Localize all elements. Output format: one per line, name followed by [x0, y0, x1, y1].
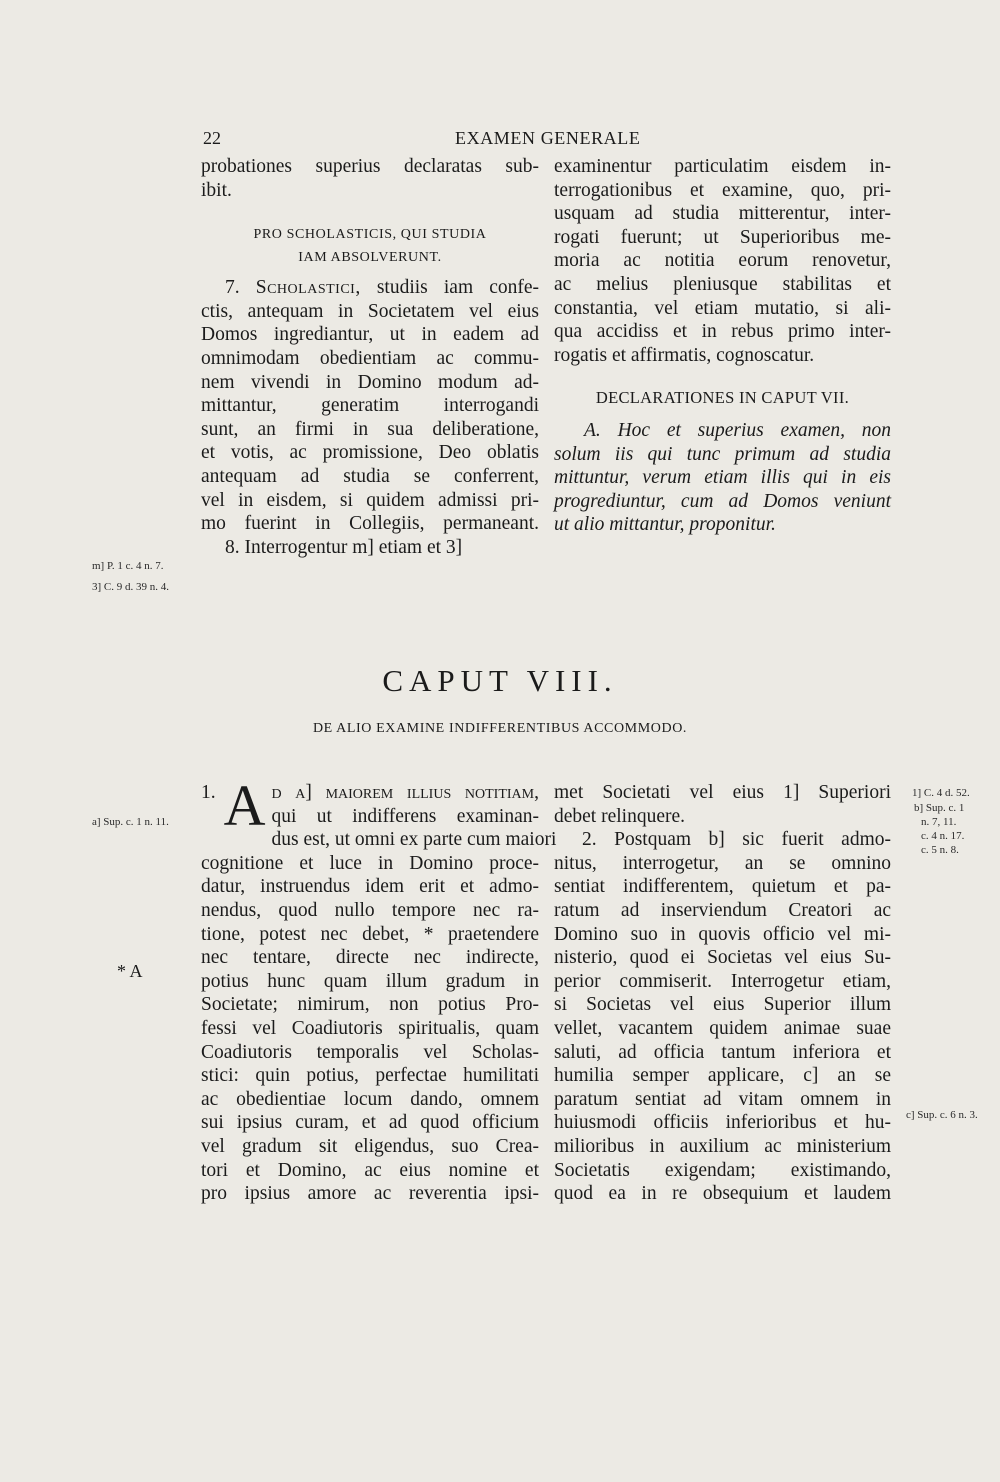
- drop-cap: A: [223, 773, 266, 838]
- text-line: omnimodam obedientiam ac commu-: [201, 347, 539, 369]
- declarationes-heading: DECLARATIONES IN CAPUT VII.: [595, 388, 850, 408]
- para-7-first-line: [201, 276, 539, 300]
- para-1-opening: [201, 773, 539, 838]
- text-line: d a] maiorem illius notitiam,: [271, 782, 539, 803]
- running-title: EXAMEN GENERALE: [455, 128, 641, 148]
- para-8-line: 8. Interrogentur m] etiam et 3]: [225, 536, 463, 558]
- text-line: quod ea in re obsequium et laudem: [554, 1183, 891, 1205]
- text-line: nitus, interrogetur, an se omnino: [554, 852, 891, 874]
- text-line: met Societati vel eius 1] Superiori: [554, 782, 891, 803]
- text-line: ctis, antequam in Societatem vel eius: [201, 300, 539, 322]
- decl-line: mittuntur, verum etiam illis qui in eis: [554, 467, 891, 489]
- page-number: 22: [203, 128, 221, 148]
- text-line: stici: quin potius, perfectae humilitati: [201, 1065, 539, 1087]
- para-number: 1.: [201, 782, 216, 803]
- text-line: nendus, quod nullo tempore nec ra-: [201, 899, 539, 921]
- text-line: sentiat indifferentem, quietum et pa-: [554, 876, 891, 898]
- margin-note: 3] C. 9 d. 39 n. 4.: [92, 581, 169, 593]
- text-line: qui ut indifferens examinan-: [271, 805, 539, 827]
- text-line: Coadiutoris temporalis vel Scholas-: [201, 1041, 539, 1063]
- text-line: milioribus in auxilium ac ministerium: [554, 1135, 891, 1157]
- decl-line: progrediuntur, cum ad Domos veniunt: [554, 490, 891, 512]
- lower-right-column: [554, 781, 891, 1206]
- text-line: huiusmodi officiis inferioribus et hu-: [554, 1112, 891, 1134]
- text-line: datur, instruendus idem erit et admo-: [201, 876, 539, 898]
- text-line: ibit.: [201, 179, 232, 201]
- text-line: vellet, vacantem quidem animae suae: [554, 1017, 891, 1039]
- text-line: moria ac notitia eorum renovetur,: [554, 250, 891, 272]
- margin-note: b] Sup. c. 1: [914, 802, 965, 814]
- margin-note: 1] C. 4 d. 52.: [912, 787, 970, 799]
- text-line: humilia semper applicare, c] an se: [554, 1065, 891, 1087]
- text-line: probationes superius declaratas sub-: [201, 156, 539, 177]
- text-line: vel in eisdem, si quidem admissi pri-: [201, 489, 539, 511]
- text-line: 2. Postquam b] sic fuerit admo-: [582, 829, 891, 851]
- text-line: tione, potest nec debet, * praetendere: [201, 923, 539, 945]
- text-line: paratum sentiat ad vitam omnem in: [554, 1088, 891, 1110]
- section-subheading: IAM ABSOLVERUNT.: [298, 250, 442, 266]
- section-subheading: PRO SCHOLASTICIS, QUI STUDIA: [253, 227, 487, 243]
- text-line: saluti, ad officia tantum inferiora et: [554, 1041, 891, 1063]
- decl-line: A. Hoc et superius examen, non: [584, 419, 891, 441]
- text-line: rogatis et affirmatis, cognoscatur.: [554, 344, 815, 366]
- text-line: Domos ingrediantur, ut in eadem ad: [201, 324, 539, 346]
- text-line: Societatis exigendam; existimando,: [554, 1159, 891, 1181]
- chapter-title: CAPUT VIII.: [382, 663, 618, 698]
- text-line: nec tentare, directe nec indirecte,: [201, 947, 539, 969]
- text-line: tori et Domino, ac eius nomine et: [201, 1159, 539, 1181]
- text-line: pro ipsius amore ac reverentia ipsi-: [201, 1183, 539, 1205]
- text-line: Domino suo in quovis officio vel mi-: [554, 923, 891, 945]
- text-line: nem vivendi in Domino modum ad-: [201, 371, 539, 393]
- text-line: ratum ad inserviendum Creatori ac: [554, 899, 891, 921]
- margin-note: c. 5 n. 8.: [921, 844, 959, 856]
- text-line: debet relinquere.: [554, 805, 686, 827]
- text-line: vel gradum sit eligendus, suo Crea-: [201, 1135, 539, 1157]
- margin-note: m] P. 1 c. 4 n. 7.: [92, 560, 164, 572]
- text-line: constantia, vel etiam mutatio, si ali-: [554, 297, 891, 319]
- margin-note: c. 4 n. 17.: [921, 830, 965, 842]
- margin-asterisk-note: * A: [117, 961, 143, 981]
- lower-left-column: [201, 773, 557, 1206]
- upper-left-column: [201, 155, 539, 559]
- text-line: dus est, ut omni ex parte cum maiori: [271, 829, 557, 851]
- para-number: 7.: [225, 277, 240, 299]
- text-line: ac obedientiae locum dando, omnem: [201, 1088, 539, 1110]
- text-line: sui ipsius curam, et ad quod officium: [201, 1112, 539, 1134]
- chapter-subtitle: DE ALIO EXAMINE INDIFFERENTIBUS ACCOMMODO.: [312, 721, 688, 736]
- text-line: potius hunc quam illum gradum in: [201, 970, 539, 992]
- text-line: examinentur particulatim eisdem in-: [554, 156, 891, 177]
- text-line: ac melius pleniusque stabilitas et: [554, 273, 891, 295]
- text-line: Societate; nimirum, non potius Pro-: [201, 994, 539, 1016]
- text-line: usquam ad studia mitterentur, inter-: [554, 203, 891, 225]
- text-line: fessi vel Coadiutoris spiritualis, quam: [201, 1017, 539, 1039]
- text-line: cognitione et luce in Domino proce-: [201, 852, 539, 874]
- text-line: mittantur, generatim interrogandi: [201, 395, 539, 417]
- text-line: perior commiserit. Interrogetur etiam,: [554, 970, 891, 992]
- margin-note: a] Sup. c. 1 n. 11.: [92, 816, 169, 828]
- text-line: rogati fuerunt; ut Superioribus me-: [554, 226, 891, 248]
- text-line: sunt, an firmi in sua deliberatione,: [201, 418, 539, 440]
- text-line: antequam ad studia se conferrent,: [201, 465, 539, 487]
- text-line: mo fuerint in Collegiis, permaneant.: [201, 513, 539, 535]
- lead-rest: studiis iam confe-: [376, 277, 540, 299]
- decl-line: ut alio mittantur, proponitur.: [554, 514, 776, 536]
- upper-right-column: [554, 155, 891, 537]
- text-line: et votis, ac promissione, Deo oblatis: [201, 442, 539, 464]
- text-line: qua accidiss et in rebus primo inter-: [554, 321, 891, 343]
- margin-note: n. 7, 11.: [921, 816, 957, 828]
- text-line: nisterio, quod ei Societas vel eius Su-: [554, 947, 891, 969]
- decl-line: solum iis qui tunc primum ad studia: [554, 443, 891, 465]
- text-line: terrogationibus et examine, quo, pri-: [554, 179, 891, 201]
- text-line: si Societas vel eius Superior illum: [554, 994, 891, 1016]
- margin-note: c] Sup. c. 6 n. 3.: [906, 1109, 978, 1121]
- lead-word: Scholastici,: [255, 277, 361, 299]
